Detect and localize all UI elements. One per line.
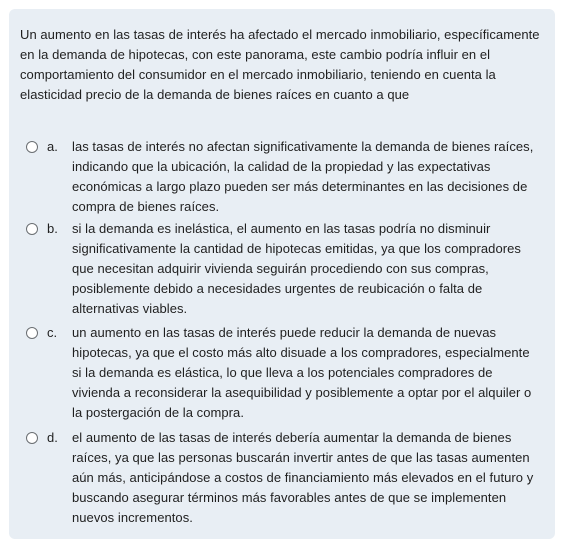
radio-button-a[interactable] (26, 141, 38, 153)
option-letter-b: b. (47, 221, 58, 236)
radio-button-b[interactable] (26, 223, 38, 235)
question-text: Un aumento en las tasas de interés ha afectado el mercado inmobiliario, específicamente en la demanda de hipotecas, con este panorama, este cambio podría influir en el comportamiento del consumidor en el mercado inmobiliario, teniendo en cuenta la elasticidad precio de la demanda de bienes raíces en cuanto a que (20, 27, 540, 102)
option-text-b: si la demanda es inelástica, el aumento en las tasas podría no disminuir significativamente la cantidad de hipotecas emitidas, ya que los compradores que necesitan adquirir vivienda seguirán procediendo con sus compras, posiblemente debido a necesidades urgentes de reubicación o falta de alternativas viables. (72, 221, 521, 316)
option-text-d: el aumento de las tasas de interés debería aumentar la demanda de bienes raíces, ya que las personas buscarán invertir antes de que las tasas aumenten aún más, anticipándose a costos de financiamiento más elevados en el futuro y buscando asegurar términos más favorables antes de que se implementen nuevos incrementos. (72, 430, 534, 525)
question-card (9, 9, 555, 539)
option-letter-d: d. (47, 430, 58, 445)
option-text-c: un aumento en las tasas de interés puede reducir la demanda de nuevas hipotecas, ya que el costo más alto disuade a los compradores, especialmente si la demanda es elástica, lo que lleva a los potenciales compradores de vivienda a reconsiderar la asequibilidad y posiblemente a optar por el alquiler o la postergación de la compra. (72, 325, 532, 420)
radio-button-d[interactable] (26, 432, 38, 444)
radio-button-c[interactable] (26, 327, 38, 339)
option-text-a: las tasas de interés no afectan significativamente la demanda de bienes raíces, indicando que la ubicación, la calidad de la propiedad y las expectativas económicas a largo plazo pueden ser más determinantes en las decisiones de compra de bienes raíces. (72, 139, 534, 214)
option-letter-a: a. (47, 139, 58, 154)
option-letter-c: c. (47, 325, 58, 340)
